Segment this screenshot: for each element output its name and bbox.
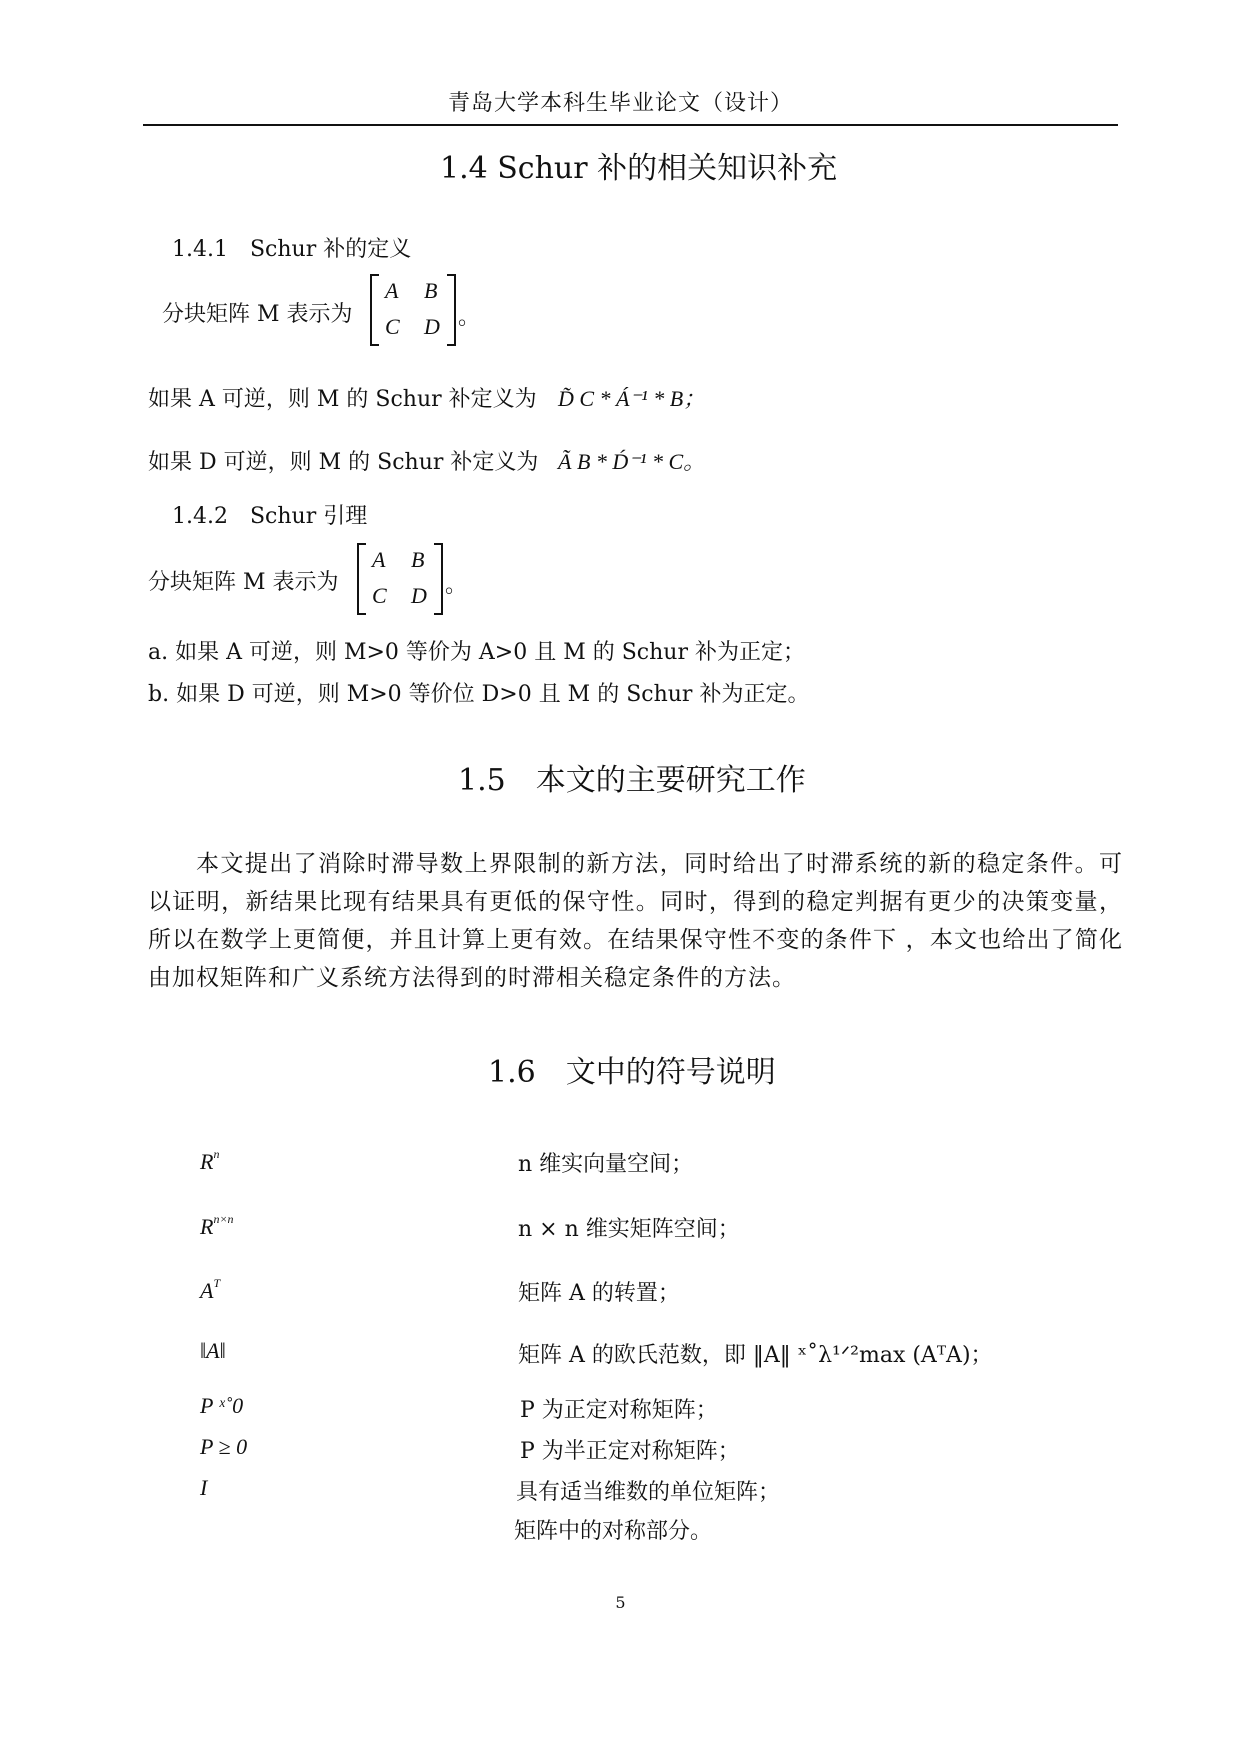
- matrix-intro-2: 分块矩阵 M 表示为: [148, 570, 339, 595]
- matrix-entry-c: C: [385, 314, 400, 339]
- block-matrix-2: [357, 543, 443, 615]
- page-number: 5: [615, 1593, 626, 1612]
- section-1-5-title: 1.5 本文的主要研究工作: [458, 763, 806, 798]
- matrix-entry-b: B: [411, 547, 425, 572]
- symbol-norm: ‖A‖: [200, 1338, 226, 1363]
- schur-def-d-formula: Ã B * D́⁻¹ * C。: [558, 449, 706, 474]
- symbol-positive-definite: P ˣ˚0: [200, 1393, 244, 1418]
- page-header: 青岛大学本科生毕业论文（设计）: [447, 91, 793, 116]
- symbol-semidefinite: P ≥ 0: [200, 1434, 248, 1459]
- matrix-entry-c: C: [372, 583, 387, 608]
- research-work-paragraph: 本文提出了消除时滞导数上界限制的新方法，同时给出了时滞系统的新的稳定条件。可以证明，新结果比现有结果具有更低的保守性。同时，得到的稳定判据有更少的决策变量，所以在数学上更简便，并且计算上更有效。在结果保守性不变的条件下 ，本文也给出了简化由加权矩阵和广义系统方法得到的时滞相关稳定条件的方法。: [148, 851, 1123, 991]
- matrix-entry-d: D: [424, 314, 440, 339]
- section-1-6-title: 1.6 文中的符号说明: [488, 1055, 776, 1090]
- symbol-rnxn-desc: n × n 维实矩阵空间；: [518, 1217, 740, 1242]
- matrix-entry-a: A: [385, 278, 399, 303]
- lemma-item-b: b. 如果 D 可逆，则 M>0 等价位 D>0 且 M 的 Schur 补为正定。: [148, 682, 810, 707]
- header-rule: [143, 124, 1118, 126]
- section-1-4-title: 1.4 Schur 补的相关知识补充: [440, 151, 838, 186]
- symbol-semidefinite-desc: P 为半正定对称矩阵；: [520, 1439, 740, 1464]
- block-matrix-1: [370, 274, 456, 346]
- symbol-norm-desc: 矩阵 A 的欧氏范数，即 ‖A‖ ˣ˚λ¹ᐟ²max (AᵀA)；: [518, 1343, 993, 1368]
- lemma-item-a: a. 如果 A 可逆，则 M>0 等价为 A>0 且 M 的 Schur 补为正定；: [148, 640, 805, 665]
- schur-def-d-text: 如果 D 可逆，则 M 的 Schur 补定义为: [148, 450, 539, 475]
- matrix-intro-1: 分块矩阵 M 表示为: [162, 302, 353, 327]
- symbol-symmetric-desc: 矩阵中的对称部分。: [514, 1519, 713, 1544]
- matrix-entry-b: B: [424, 278, 438, 303]
- matrix-entry-a: A: [372, 547, 386, 572]
- symbol-identity-desc: 具有适当维数的单位矩阵；: [516, 1480, 781, 1505]
- symbol-rn: $R^n$: [200, 1147, 220, 1174]
- schur-def-a-formula: D̃ C * Á⁻¹ * B；: [558, 386, 706, 411]
- symbol-transpose: $A^T$: [200, 1276, 221, 1303]
- matrix-entry-d: D: [411, 583, 427, 608]
- symbol-identity: I: [200, 1475, 208, 1500]
- symbol-rn-desc: n 维实向量空间；: [518, 1152, 694, 1177]
- symbol-rnxn: $R^{n\times n}$: [200, 1212, 234, 1239]
- subsection-1-4-2-title: 1.4.2 Schur 引理: [172, 504, 368, 529]
- symbol-transpose-desc: 矩阵 A 的转置；: [518, 1281, 680, 1306]
- matrix-2-period: 。: [445, 573, 468, 598]
- symbol-positive-definite-desc: P 为正定对称矩阵；: [520, 1398, 718, 1423]
- subsection-1-4-1-title: 1.4.1 Schur 补的定义: [172, 237, 412, 262]
- schur-def-a-text: 如果 A 可逆，则 M 的 Schur 补定义为: [148, 387, 537, 412]
- matrix-1-period: 。: [458, 305, 481, 330]
